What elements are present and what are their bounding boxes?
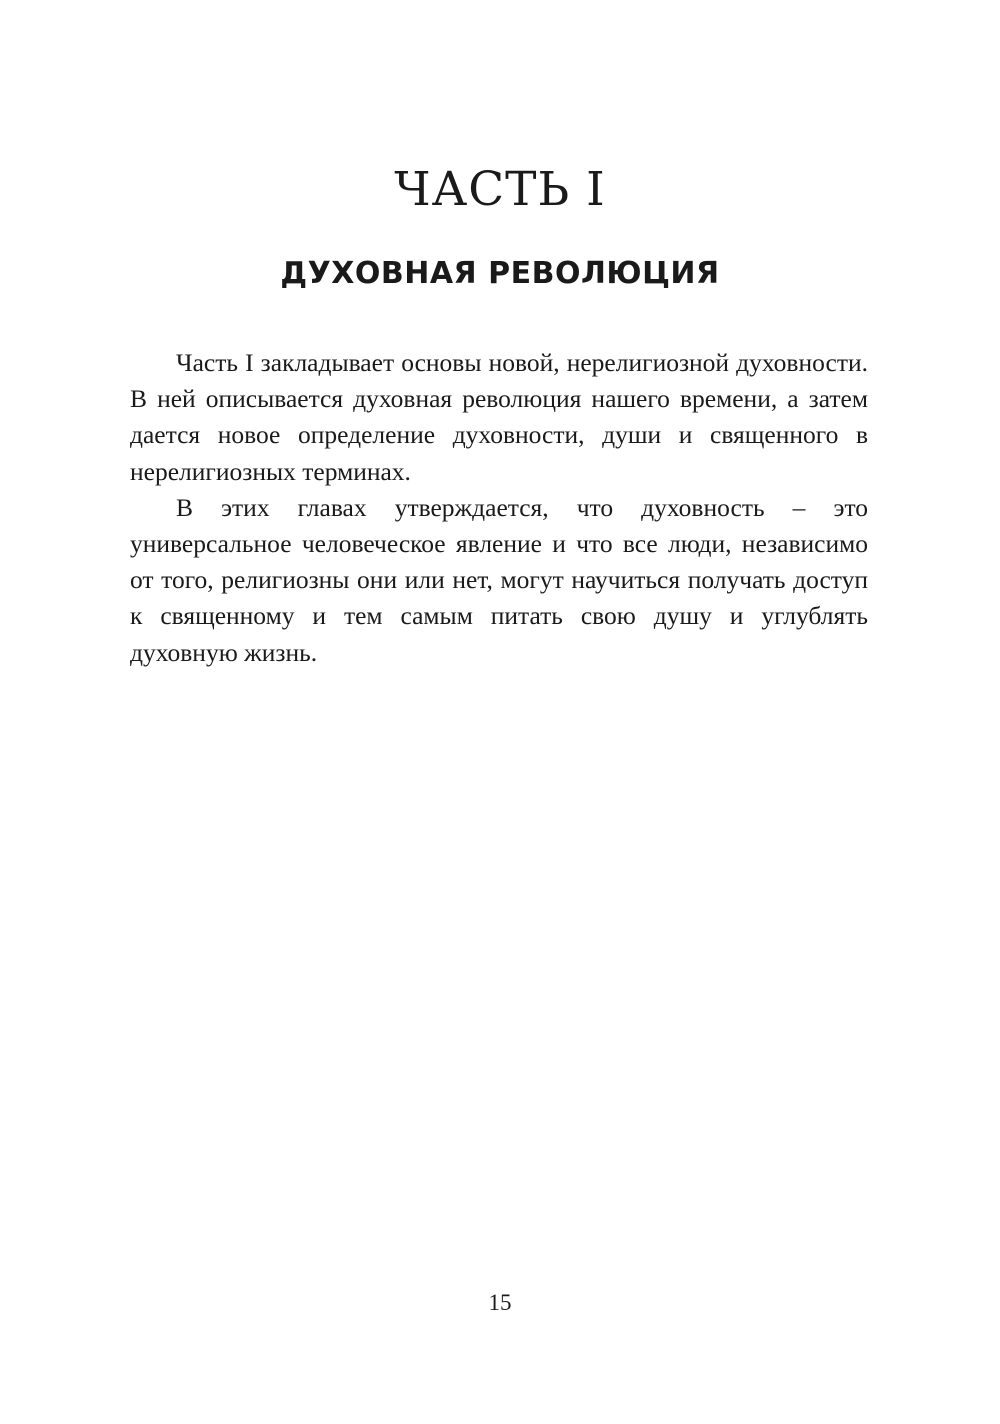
part-subtitle: ДУХОВНАЯ РЕВОЛЮЦИЯ xyxy=(280,256,720,291)
paragraph-1: Часть I закладывает основы новой, нерелигиозной духовности. В ней описывается духовная революция нашего времени, а затем дается новое определение духовности, души и священного в нерелигиозных терминах. xyxy=(130,348,868,486)
body-text xyxy=(130,345,868,671)
paragraph-2: В этих главах утверждается, что духовность – это универсальное человеческое явление и что все люди, независимо от того, религиозны они или нет, могут научиться получать доступ к священному и тем самым питать свою душу и углублять духовную жизнь. xyxy=(130,492,868,667)
part-title: ЧАСТЬ I xyxy=(394,162,606,217)
page-number: 15 xyxy=(488,1290,512,1315)
